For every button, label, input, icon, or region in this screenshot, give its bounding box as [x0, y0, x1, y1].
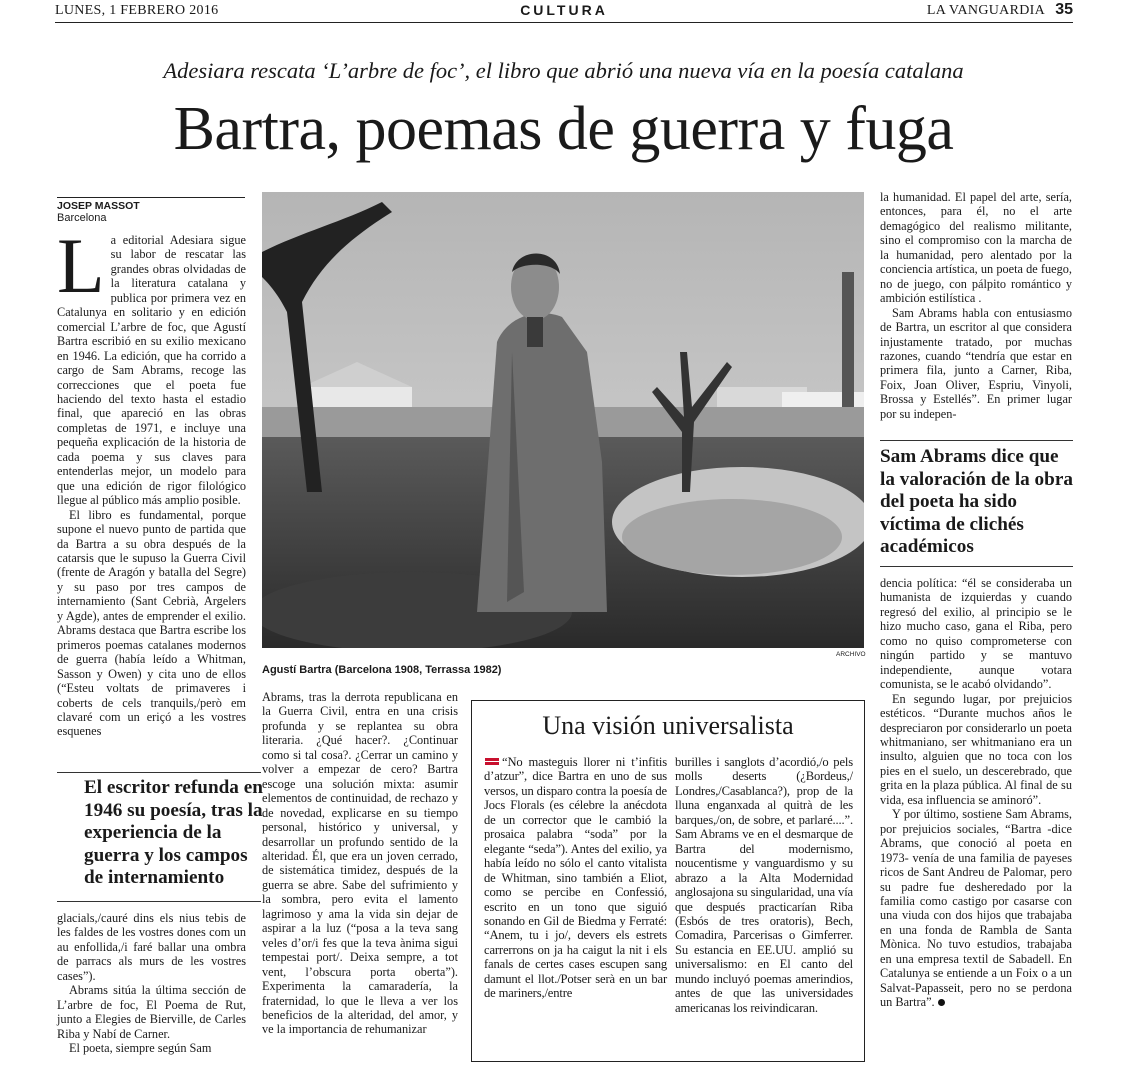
end-mark-icon	[938, 999, 945, 1006]
pull-quote-rule-top	[57, 772, 261, 773]
column-2	[262, 690, 458, 1037]
paragraph: En segundo lugar, por prejuicios estéticos. “Durante muchos años le despreciaron por considerarlo un poeta whitmaniano, ser whitmaniano era un insulto, alguien que no toca con los pies en el suelo, un descerebrado, que grita en la plaza pública. Al final de su vida, esa influencia se aminoró”.	[880, 691, 1072, 807]
header-page-number: 35	[1055, 1, 1073, 18]
sidebar-box-column-2: burilles i sanglots d’acordió,/o pels molls deserts (¿Bordeus,/ Londres,/Casablanca?), prop de la lluna enganxada al quitrà de les barques,/on, de sobre, et parlaré....”. Sam Abrams ve en el desmarque de Bartra del modernismo, noucentisme y vanguardismo y su abrazo a la Alta Modernidad anglosajona su singularidad, una vía que después practicarían Riba (Esbós de tres oratoris), Bech, Comadira, Parcerisas o Gimferrer. Su estancia en EE.UU. amplió su universalismo: en El canto del mundo incluyó poemas amerindios, antes de que las universidades americanas los reivindicaran.	[675, 755, 853, 1015]
pull-quote-rule-top	[880, 440, 1073, 441]
drop-cap: L	[57, 222, 105, 309]
pull-quote-right: Sam Abrams dice que la valoración de la obra del poeta ha sido víctima de clichés académicos	[880, 446, 1073, 557]
sidebar-box	[471, 700, 865, 1062]
lead-paragraph: La editorial Adesiara sigue su labor de rescatar las grandes obras olvidadas de la literatura catalana y publica por primera vez en Catalunya en solitario y en edición comercial L’arbre de foc, que Agustí Bartra escribió en su exilio mexicano en 1946. La edición, que ha corrido a cargo de Sam Abrams, recoge las correcciones que el poeta fue haciendo del texto hasta el estadio final, que apareció en las obras completas de 1971, e incluye una pequeña explicación de la historia de cada poema y sus claves para entenderlas mejor, un modelo para que una edición de rigor filológico llegue al público más amplio posible.	[57, 222, 246, 508]
photo-caption: Agustí Bartra (Barcelona 1908, Terrassa 1982)	[262, 664, 502, 676]
pull-quote-left: El escritor refunda en 1946 su poesía, tras la experiencia de la guerra y los campos de internamiento	[84, 777, 263, 888]
pull-quote-rule-bottom	[57, 901, 261, 902]
byline	[57, 197, 245, 224]
photo-credit: ARCHIVO	[836, 651, 866, 658]
paragraph: Sam Abrams habla con entusiasmo de Bartra, un escritor al que considera injustamente tratado, por muchas razones, cuando “tendría que estar en primera fila, junto a Carner, Riba, Foix, Joan Oliver, Espriu, Vinyoli, Brossa y Estellés”. En primer lugar por su indepen-	[880, 305, 1072, 421]
paragraph: Y por último, sostiene Sam Abrams, por prejuicios sociales, “Bartra -dice Abrams, que conoció al poeta en 1973- venía de una familia de payeses ricos de Sant Andreu de Palomar, pero su padre fue desheredado por la familia como castigo por casarse con una viuda con dos hijos que trabajaba en una fonda de Rambla de Santa Mònica. No tuvo estudios, trabajaba en una empresa textil de Sabadell. En Catalunya se entiende a un Foix o a un Salvat-Papasseit, pero no se perdona un Bartra”.	[880, 807, 1072, 1010]
column-4-bottom	[880, 576, 1072, 1010]
column-1-bottom	[57, 911, 246, 1056]
article-photo[interactable]	[262, 192, 864, 648]
paragraph: la humanidad. El papel del arte, sería, entonces, para él, no el arte demagógico del realismo militante, sino el compromiso con la marcha de la humanidad, pero alentado por la conciencia artística, un poeta de fuego, no de juego, con pálpito romántico y ambición estilística .	[880, 190, 1072, 306]
header-publication: LA VANGUARDIA	[926, 3, 1045, 18]
pull-quote-rule-bottom	[880, 566, 1073, 567]
paragraph: Abrams, tras la derrota republicana en la Guerra Civil, entra en una crisis profunda y se replantea su obra literaria. ¿Qué hacer?. ¿Continuar como si tal cosa?. ¿Cerrar un camino y volver a empezar de cero? Bartra escoge una solución mixta: asumir elementos de continuidad, de rechazo y de novedad, explicarse en su tiempo personal, histórico y universal, y desarrollar un profundo sentido de la alteridad. Él, que era un joven cerrado, de sistemática timidez, después de la guerra se abre. Sabe del sufrimiento y la sombra, pero evita el lamento lagrimoso y ama la vida sin dejar de aspirar a la luz (“posa a la teva sang veles d’or/i fes que la teva ànima sigui tempestai port/. Deixa sempre, a tot vent, l’obscura porta oberta”). Experimenta la camaradería, la fraternidad, lo que le lleva a ver los beneficios de la alteridad, del amor, y ve la importancia de rehumanizar	[262, 690, 458, 1037]
paragraph: El poeta, siempre según Sam	[69, 1041, 212, 1056]
paragraph: El libro es fundamental, porque supone el nuevo punto de partida que da Bartra a su obra después de la catarsis que le supuso la Guerra Civil (frente de Aragón y batalla del Segre) y su paso por tres campos de internamiento (Sant Cebrià, Argelers y Agde), antes de emprender el exilio. Abrams destaca que Bartra escribe los primeros poemas catalanes modernos de guerra (había leído a Whitman, Sasson y Owen) y cita uno de ellos (“Esteu voltats de primaveres i coberts de cels tranquils,/però em clavaré com un eriçó a les vostres esquenes	[57, 507, 246, 739]
sidebar-box-title: Una visión universalista	[542, 711, 794, 740]
paragraph: Abrams sitúa la última sección de L’arbre de foc, El Poema de Rut, junto a Elegies de Bierville, de Carles Riba y Nabí de Carner.	[57, 983, 246, 1041]
page-header	[55, 0, 1073, 23]
byline-author: JOSEP MASSOT	[57, 200, 140, 212]
header-section[interactable]: CULTURA	[520, 2, 608, 18]
photo-illustration	[262, 192, 864, 648]
header-date: LUNES, 1 FEBRERO 2016	[55, 3, 219, 18]
headline: Bartra, poemas de guerra y fuga	[173, 95, 954, 163]
column-4-top	[880, 190, 1072, 421]
column-1-top	[57, 222, 246, 739]
byline-city: Barcelona	[57, 212, 107, 224]
kicker: Adesiara rescata ‘L’arbre de foc’, el libro que abrió una nueva vía en la poesía catalana	[163, 58, 964, 83]
paragraph: glacials,/cauré dins els nius tebis de les faldes de les vostres dones com un au enfollida,/i faré ballar una ombra de parracs als murs de les vostres cases”).	[57, 911, 246, 983]
sidebar-box-column-1: “No masteguis llorer ni t’infitis d’atzur”, dice Bartra en uno de sus versos, un disparo contra la poesía de Jocs Florals (es célebre la anécdota de un corrector que le cambió la prosaica palabra “soda” por la elegante “seda”). Antes del exilio, ya había leído no sólo el canto vitalista de Whitman, sino también a Eliot, como se percibe en Confessió, escrito en un tono que siguió sonando en Gil de Biedma y Ferraté: “Anem, tu i jo/, devers els estrets carrerrons on ja ha caigut la nit i els fanals de certes cases escupen sang damunt el llot./Potser serà en un bar de mariners,/entre	[484, 755, 667, 1001]
paragraph: dencia política: “él se consideraba un humanista de izquierdas y cuando regresó del exilio, al principio se le hizo mucho caso, gana el Riba, pero como no quiso comprometerse con ningún partido y se mantuvo independiente, aunque votara comunista, se le acabó olvidando”.	[880, 576, 1072, 692]
